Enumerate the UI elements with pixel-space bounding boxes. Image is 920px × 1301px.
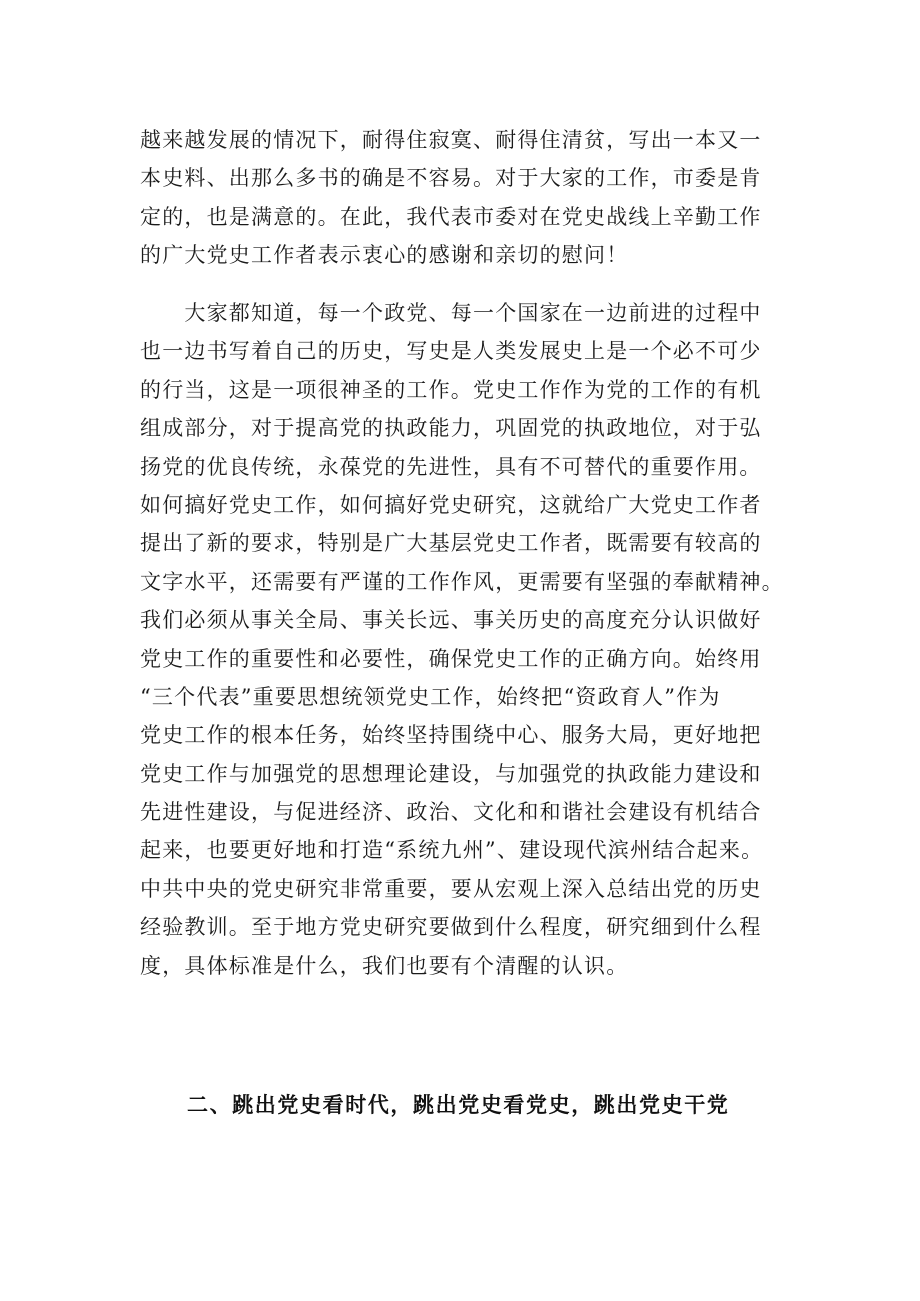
- paragraph-line: 也一边书写着自己的历史，写史是人类发展史上是一个必不可少: [140, 339, 762, 364]
- paragraph-line: 党史工作的重要性和必要性，确保党史工作的正确方向。始终用: [140, 646, 762, 671]
- paragraph-line: 中共中央的党史研究非常重要，要从宏观上深入总结出党的历史: [140, 876, 762, 901]
- paragraph-line: 经验教训。至于地方党史研究要做到什么程度，研究细到什么程: [140, 915, 762, 940]
- paragraph-2: [140, 294, 800, 985]
- paragraph-line: 我们必须从事关全局、事关长远、事关历史的高度充分认识做好: [140, 608, 762, 633]
- paragraph-line: 扬党的优良传统，永葆党的先进性，具有不可替代的重要作用。: [140, 454, 762, 479]
- paragraph-line: 文字水平，还需要有严谨的工作作风，更需要有坚强的奉献精神。: [140, 569, 784, 594]
- paragraph-line: 的行当，这是一项很神圣的工作。党史工作作为党的工作的有机: [140, 377, 762, 402]
- paragraph-line: 组成部分，对于提高党的执政能力，巩固党的执政地位，对于弘: [140, 416, 762, 441]
- paragraph-1: [140, 121, 800, 275]
- paragraph-line: “三个代表”重要思想统领党史工作，始终把“资政育人”作为: [140, 684, 721, 709]
- paragraph-line: 大家都知道，每一个政党、每一个国家在一边前进的过程中: [140, 301, 762, 325]
- paragraph-line: 越来越发展的情况下，耐得住寂寞、耐得住清贫，写出一本又一: [140, 128, 762, 152]
- paragraph-line: 如何搞好党史工作，如何搞好党史研究，这就给广大党史工作者: [140, 492, 762, 517]
- paragraph-line: 定的，也是满意的。在此，我代表市委对在党史战线上辛勤工作: [140, 204, 762, 229]
- paragraph-line: 起来，也要更好地和打造“系统九州”、建设现代滨州结合起来。: [140, 838, 764, 863]
- paragraph-line: 党史工作的根本任务，始终坚持围绕中心、服务大局，更好地把: [140, 723, 762, 748]
- paragraph-line: 党史工作与加强党的思想理论建设，与加强党的执政能力建设和: [140, 761, 762, 786]
- paragraph-line: 先进性建设，与促进经济、政治、文化和和谐社会建设有机结合: [140, 800, 762, 825]
- paragraph-line: 提出了新的要求，特别是广大基层党史工作者，既需要有较高的: [140, 531, 762, 556]
- paragraph-line: 度，具体标准是什么，我们也要有个清醒的认识。: [140, 953, 629, 978]
- section-heading: 二、跳出党史看时代，跳出党史看党史，跳出党史干党: [187, 1093, 730, 1117]
- paragraph-line: 的广大党史工作者表示衷心的感谢和亲切的慰问！: [140, 243, 629, 268]
- paragraph-line: 本史料、出那么多书的确是不容易。对于大家的工作，市委是肯: [140, 166, 762, 191]
